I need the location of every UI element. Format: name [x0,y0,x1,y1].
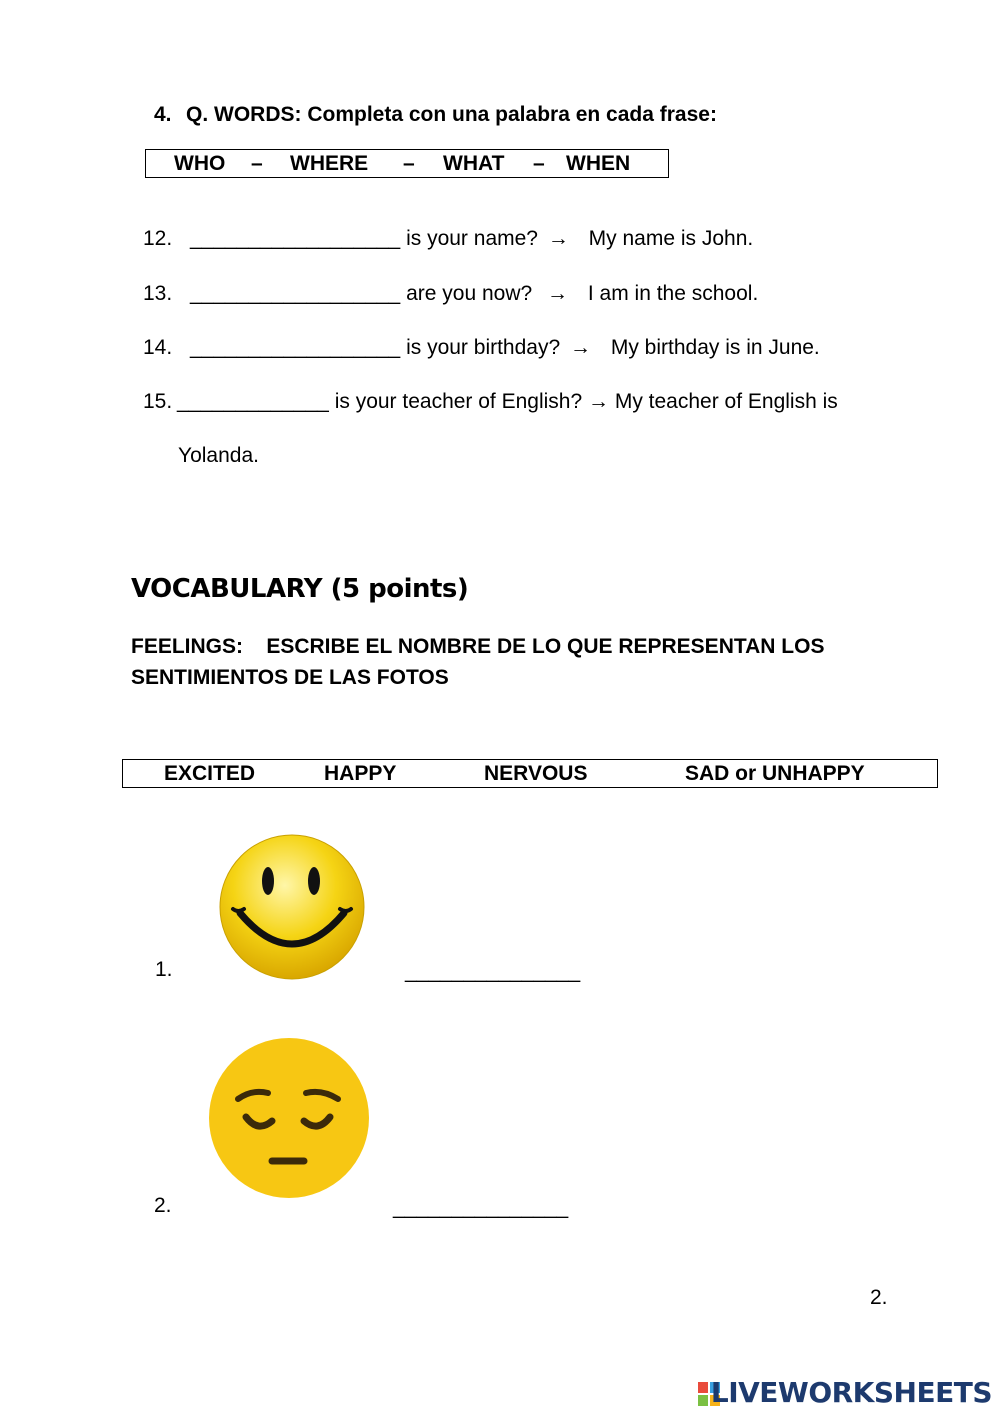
pensive-face-icon [208,1037,370,1199]
answer-blank[interactable]: _____________ [177,390,329,413]
word-separator: – [403,152,415,175]
word-happy: HAPPY [324,762,397,785]
item-number: 1. [155,958,173,981]
question-number: 14. [143,336,173,359]
instruction-line: SENTIMIENTOS DE LAS FOTOS [131,666,449,689]
question-text: is your teacher of English? [334,390,583,413]
word-where: WHERE [290,152,369,175]
example-answer-continued: Yolanda. [178,444,259,467]
question-12 [143,227,753,251]
item-number: 2. [154,1194,172,1217]
word-excited: EXCITED [164,762,256,785]
question-13 [143,282,758,306]
question-number: 15. [143,390,173,413]
smiling-face-icon [218,833,366,981]
liveworksheets-logo[interactable]: LIVEWORKSHEETS [710,1376,992,1409]
arrow-icon: → [570,336,591,359]
feelings-instruction [131,631,824,693]
question-number: 13. [143,282,173,305]
example-answer: I am in the school. [587,282,759,305]
instruction-line: FEELINGS: ESCRIBE EL NOMBRE DE LO QUE REPRESENTAN LOS [131,635,825,658]
answer-blank[interactable]: __________________ [190,336,401,359]
feeling-answer-blank[interactable]: _______________ [405,960,581,983]
question-text: is your birthday? [406,336,561,359]
question-number: 12. [143,227,173,250]
word-sad-or-unhappy: SAD or UNHAPPY [685,762,865,785]
question-text: are you now? [406,282,533,305]
section-4-heading [154,103,717,127]
word-what: WHAT [443,152,505,175]
section-number: 4. [154,103,172,126]
answer-blank[interactable]: __________________ [190,282,401,305]
question-14 [143,336,820,360]
example-answer: My teacher of English is [614,390,838,413]
example-answer: My name is John. [588,227,754,250]
word-who: WHO [174,152,226,175]
arrow-icon: → [588,390,609,413]
example-answer: My birthday is in June. [610,336,820,359]
vocabulary-title: VOCABULARY (5 points) [131,574,469,604]
page-marker: 2. [870,1286,888,1309]
question-15 [143,390,838,414]
word-separator: – [533,152,545,175]
answer-blank[interactable]: __________________ [190,227,401,250]
arrow-icon: → [547,282,569,305]
feelings-word-bank [122,759,938,788]
word-when: WHEN [566,152,631,175]
arrow-icon: → [547,227,569,250]
word-nervous: NERVOUS [484,762,588,785]
word-separator: – [251,152,263,175]
feeling-answer-blank[interactable]: _______________ [393,1196,569,1219]
question-word-bank [145,149,669,178]
section-title: Q. WORDS: Completa con una palabra en cada frase: [186,103,717,126]
question-text: is your name? [406,227,538,250]
